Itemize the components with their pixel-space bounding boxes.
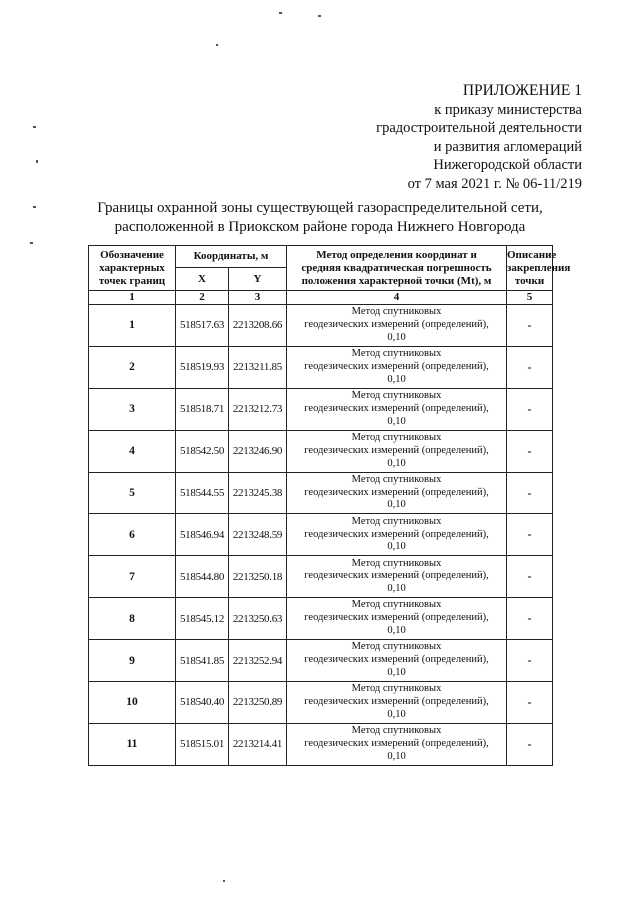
method-line: Метод спутниковых — [351, 515, 442, 527]
coordinate-y: 2213211.85 — [229, 346, 287, 388]
appendix-line: Нижегородской области — [433, 157, 582, 174]
method-line: Метод спутниковых — [351, 473, 442, 485]
method-line: Метод спутниковых — [351, 641, 442, 653]
header-coordinates: Координаты, м — [176, 246, 287, 268]
coordinate-y: 2213252.94 — [229, 640, 287, 682]
fixing-description: - — [507, 430, 553, 472]
column-number: 3 — [229, 291, 287, 305]
method-accuracy: 0,10 — [387, 415, 406, 427]
coordinate-y: 2213214.41 — [229, 723, 287, 765]
method-line: геодезических измерений (определений), — [304, 402, 489, 414]
method-accuracy: 0,10 — [387, 457, 406, 469]
point-number: 9 — [89, 640, 176, 682]
table-row — [89, 723, 553, 765]
scan-speck — [30, 242, 33, 244]
method-cell — [287, 682, 507, 724]
scan-speck — [36, 160, 38, 163]
scan-speck — [318, 15, 321, 17]
appendix-date-number: от 7 мая 2021 г. № 06-11/219 — [407, 175, 582, 192]
coordinate-y: 2213208.66 — [229, 305, 287, 347]
header-point: Обозначение характерных точек границ — [89, 246, 176, 291]
appendix-line: градостроительной деятельности — [376, 120, 582, 137]
method-line: Метод спутниковых — [351, 725, 442, 737]
table-row — [89, 556, 553, 598]
coordinate-y: 2213246.90 — [229, 430, 287, 472]
fixing-description: - — [507, 556, 553, 598]
fixing-description: - — [507, 472, 553, 514]
fixing-description: - — [507, 305, 553, 347]
coordinate-y: 2213250.18 — [229, 556, 287, 598]
document-title-line: Границы охранной зоны существующей газораспределительной сети, — [97, 200, 543, 216]
fixing-description: - — [507, 640, 553, 682]
header-method: Метод определения координат и средняя квадратическая погрешность положения характерной точки (Mt), м — [287, 246, 507, 291]
method-line: геодезических измерений (определений), — [304, 612, 489, 624]
method-line: геодезических измерений (определений), — [304, 654, 489, 666]
method-accuracy: 0,10 — [387, 499, 406, 511]
table-row — [89, 472, 553, 514]
method-accuracy: 0,10 — [387, 666, 406, 678]
point-number: 2 — [89, 346, 176, 388]
method-cell — [287, 388, 507, 430]
fixing-description: - — [507, 723, 553, 765]
column-number: 4 — [287, 291, 507, 305]
coordinate-y: 2213212.73 — [229, 388, 287, 430]
appendix-title: ПРИЛОЖЕНИЕ 1 — [462, 82, 582, 99]
method-line: геодезических измерений (определений), — [304, 444, 489, 456]
column-number: 5 — [507, 291, 553, 305]
point-number: 7 — [89, 556, 176, 598]
method-cell — [287, 430, 507, 472]
coordinate-x: 518544.55 — [176, 472, 229, 514]
point-number: 11 — [89, 723, 176, 765]
scan-speck — [33, 126, 36, 128]
coordinate-x: 518542.50 — [176, 430, 229, 472]
point-number: 1 — [89, 305, 176, 347]
method-accuracy: 0,10 — [387, 583, 406, 595]
method-cell — [287, 472, 507, 514]
method-line: геодезических измерений (определений), — [304, 570, 489, 582]
point-number: 8 — [89, 598, 176, 640]
coordinate-y: 2213250.63 — [229, 598, 287, 640]
method-cell — [287, 640, 507, 682]
coordinate-x: 518518.71 — [176, 388, 229, 430]
coordinate-x: 518515.01 — [176, 723, 229, 765]
coordinate-x: 518541.85 — [176, 640, 229, 682]
coordinate-y: 2213250.89 — [229, 682, 287, 724]
method-accuracy: 0,10 — [387, 541, 406, 553]
method-line: Метод спутниковых — [351, 390, 442, 402]
boundary-points-table — [88, 245, 571, 766]
method-cell — [287, 305, 507, 347]
method-cell — [287, 514, 507, 556]
header-x: X — [176, 268, 229, 291]
scan-speck — [223, 880, 225, 882]
method-accuracy: 0,10 — [387, 750, 406, 762]
scan-speck — [216, 44, 218, 46]
method-line: Метод спутниковых — [351, 557, 442, 569]
column-number: 2 — [176, 291, 229, 305]
table-row — [89, 388, 553, 430]
coordinate-x: 518544.80 — [176, 556, 229, 598]
point-number: 3 — [89, 388, 176, 430]
table-row — [89, 682, 553, 724]
method-accuracy: 0,10 — [387, 373, 406, 385]
method-line: Метод спутниковых — [351, 306, 442, 318]
method-cell — [287, 346, 507, 388]
table-row — [89, 346, 553, 388]
scan-speck — [33, 206, 36, 208]
appendix-line: к приказу министерства — [434, 101, 582, 118]
point-number: 6 — [89, 514, 176, 556]
coordinate-x: 518519.93 — [176, 346, 229, 388]
method-line: геодезических измерений (определений), — [304, 696, 489, 708]
method-line: геодезических измерений (определений), — [304, 319, 489, 331]
method-line: Метод спутниковых — [351, 348, 442, 360]
method-accuracy: 0,10 — [387, 625, 406, 637]
appendix-line: и развития агломераций — [433, 138, 582, 155]
coordinate-x: 518546.94 — [176, 514, 229, 556]
document-title — [40, 199, 600, 237]
coordinate-y: 2213248.59 — [229, 514, 287, 556]
method-line: геодезических измерений (определений), — [304, 528, 489, 540]
scan-speck — [279, 12, 282, 14]
table-row — [89, 305, 553, 347]
table-row — [89, 640, 553, 682]
fixing-description: - — [507, 682, 553, 724]
method-line: Метод спутниковых — [351, 599, 442, 611]
fixing-description: - — [507, 388, 553, 430]
method-line: геодезических измерений (определений), — [304, 737, 489, 749]
coordinate-x: 518517.63 — [176, 305, 229, 347]
coordinate-x: 518545.12 — [176, 598, 229, 640]
point-number: 5 — [89, 472, 176, 514]
appendix-header — [376, 82, 582, 194]
method-accuracy: 0,10 — [387, 331, 406, 343]
header-description: Описание закрепления точки — [507, 246, 553, 291]
method-cell — [287, 598, 507, 640]
fixing-description: - — [507, 598, 553, 640]
method-line: геодезических измерений (определений), — [304, 360, 489, 372]
point-number: 4 — [89, 430, 176, 472]
header-y: Y — [229, 268, 287, 291]
method-line: геодезических измерений (определений), — [304, 486, 489, 498]
document-title-line: расположенной в Приокском районе города Нижнего Новгорода — [114, 219, 526, 235]
column-number: 1 — [89, 291, 176, 305]
table-row — [89, 598, 553, 640]
coordinate-x: 518540.40 — [176, 682, 229, 724]
method-cell — [287, 556, 507, 598]
table-row — [89, 514, 553, 556]
method-line: Метод спутниковых — [351, 431, 442, 443]
fixing-description: - — [507, 346, 553, 388]
point-number: 10 — [89, 682, 176, 724]
table-row — [89, 430, 553, 472]
coordinate-y: 2213245.38 — [229, 472, 287, 514]
method-line: Метод спутниковых — [351, 683, 442, 695]
fixing-description: - — [507, 514, 553, 556]
method-accuracy: 0,10 — [387, 708, 406, 720]
method-cell — [287, 723, 507, 765]
